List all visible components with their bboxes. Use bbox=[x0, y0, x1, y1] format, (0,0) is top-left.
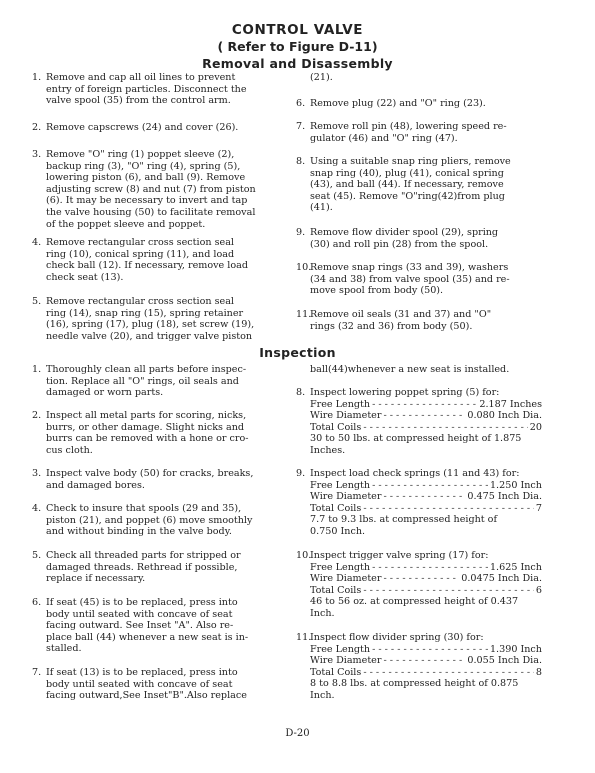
page-number: D-20 bbox=[285, 728, 310, 739]
list-item: 10. Remove snap rings (33 and 39), washers (34 and 38) from valve spool (35) and re- move spool from body (50). bbox=[296, 262, 510, 297]
list-item: 5. Remove rectangular cross section seal ring (14), snap ring (15), spring retainer (16), spring (17), plug (18), set screw (19), needle valve (20), and trigger valve piston bbox=[32, 296, 255, 342]
section-heading-removal: Removal and Disassembly bbox=[202, 56, 393, 71]
spring-spec-item: 11. Inspect flow divider spring (30) for: Free Length - - - 1.390 Inch Wire Diameter - - - 0.055 Inch Dia. Total Coils - - - 8 8 to 8.8 lbs. at compressed height of 0.875 Inch. bbox=[310, 632, 542, 702]
list-item: 1. Thoroughly clean all parts before inspec- tion. Replace all "O" rings, oil seals and damaged or worn parts. bbox=[32, 364, 247, 399]
list-item: 1. Remove and cap all oil lines to prevent entry of foreign particles. Disconnect the valve spool (35) from the control arm. bbox=[32, 72, 247, 107]
spring-spec-item: 9. Inspect load check springs (11 and 43) for: Free Length - - - 1.250 Inch Wire Diameter - - - 0.475 Inch Dia. Total Coils - - - 7 7.7 to 9.3 lbs. at compressed height of 0.750 Inch. bbox=[310, 468, 542, 538]
list-item: 2. Remove capscrews (24) and cover (26). bbox=[32, 122, 239, 133]
list-item: 7. Remove roll pin (48), lowering speed re- gulator (46) and "O" ring (47). bbox=[296, 121, 507, 144]
page-title: CONTROL VALVE bbox=[231, 22, 364, 38]
list-item: 3. Remove "O" ring (1) poppet sleeve (2), backup ring (3), "O" ring (4), spring (5), lowering piston (6), and ball (9). Remove adjusting screw (8) and nut (7) from piston (6). It may be necessary to invert and tap the valve housing (50) to facilitate removal of the poppet sleeve and poppet. bbox=[32, 149, 256, 230]
list-item: 2. Inspect all metal parts for scoring, nicks, burrs, or other damage. Slight nicks and burrs can be removed with a hone or cro- cus cloth. bbox=[32, 410, 249, 456]
list-item: 11. Remove oil seals (31 and 37) and "O" rings (32 and 36) from body (50). bbox=[296, 309, 492, 332]
list-item: 8. Using a suitable snap ring pliers, remove snap ring (40), plug (41), conical spring (43), and ball (44). If necessary, remove seat (45). Remove "O"ring(42)from plug (41). bbox=[296, 156, 511, 214]
list-item: 4. Check to insure that spools (29 and 35), piston (21), and poppet (6) move smoothly and without binding in the valve body. bbox=[32, 503, 253, 538]
list-item: 9. Remove flow divider spool (29), spring (30) and roll pin (28) from the spool. bbox=[296, 227, 499, 250]
page-subtitle: ( Refer to Figure D-11) bbox=[217, 39, 378, 54]
list-item: 5. Check all threaded parts for stripped or damaged threads. Rethread if possible, replace if necessary. bbox=[32, 550, 241, 585]
list-item: 6. Remove plug (22) and "O" ring (23). bbox=[296, 98, 486, 109]
spring-spec-item: 8. Inspect lowering poppet spring (5) for: Free Length - - - 2.187 Inches Wire Diameter - - - 0.080 Inch Dia. Total Coils - - - 20 30 to 50 lbs. at compressed height of 1.875 Inches. bbox=[310, 387, 542, 457]
section-heading-inspection: Inspection bbox=[259, 345, 336, 360]
spring-spec-item: 10. Inspect trigger valve spring (17) for: Free Length - - - 1.625 Inch Wire Diameter - - - 0.0475 Inch Dia. Total Coils - - - 6 46 to 56 oz. at compressed height of 0.437 Inch. bbox=[310, 550, 542, 620]
list-item: 4. Remove rectangular cross section seal ring (10), conical spring (11), and load check ball (12). If necessary, remove load check seat (13). bbox=[32, 237, 248, 283]
list-item: 3. Inspect valve body (50) for cracks, breaks, and damaged bores. bbox=[32, 468, 254, 491]
list-item: 6. If seat (45) is to be replaced, press into body until seated with concave of seat facing outward. See Inset "A". Also re- place ball (44) whenever a new seat is in- stalled. bbox=[32, 597, 249, 655]
list-item: 7. If seat (13) is to be replaced, press into body until seated with concave of seat facing outward,See Inset"B".Also replace bbox=[32, 667, 247, 702]
list-item-continuation: (21). bbox=[310, 72, 333, 83]
list-item-continuation: ball(44)whenever a new seat is installed. bbox=[310, 364, 510, 375]
